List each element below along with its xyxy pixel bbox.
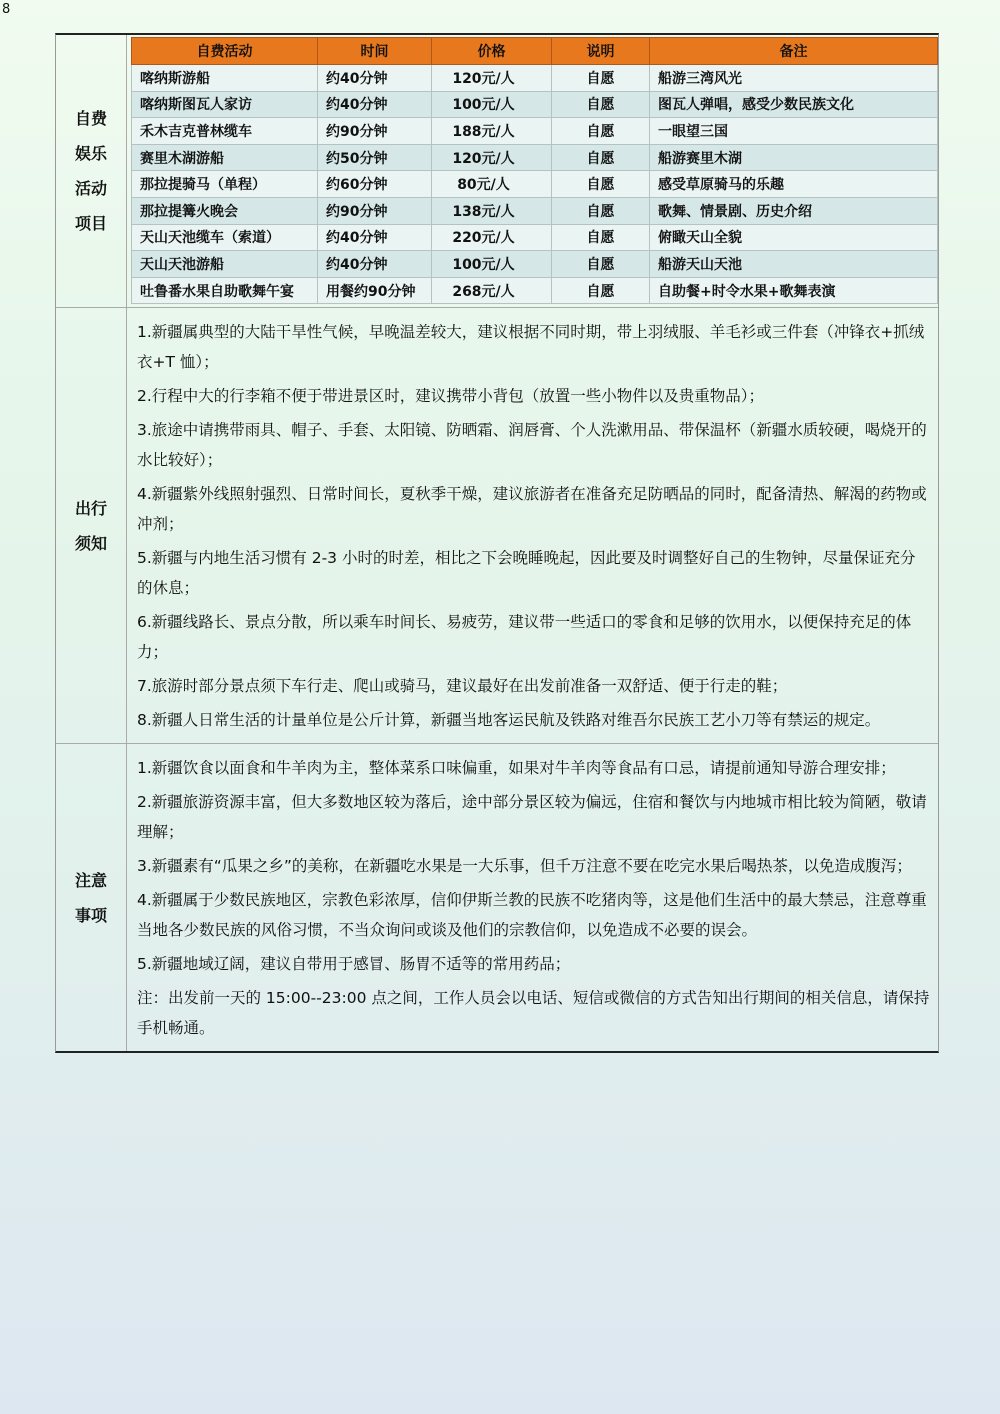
activity-time: 约60分钟 xyxy=(318,171,432,198)
activity-row xyxy=(132,171,938,198)
activity-name: 赛里木湖游船 xyxy=(132,144,318,171)
activity-remark: 船游三湾风光 xyxy=(650,65,938,92)
activity-time: 约40分钟 xyxy=(318,65,432,92)
activities-section xyxy=(56,35,938,308)
activity-row xyxy=(132,91,938,118)
itinerary-info-table xyxy=(55,33,939,1053)
label-line: 项目 xyxy=(74,214,107,233)
activities-section-label xyxy=(56,35,127,307)
header-time: 时间 xyxy=(318,38,432,65)
activity-remark: 图瓦人弹唱，感受少数民族文化 xyxy=(650,91,938,118)
activity-name: 那拉提骑马（单程） xyxy=(132,171,318,198)
activity-time: 约90分钟 xyxy=(318,197,432,224)
activity-note: 自愿 xyxy=(552,251,650,278)
note-item: 7.旅游时部分景点须下车行走、爬山或骑马，建议最好在出发前准备一双舒适、便于行走的鞋； xyxy=(137,677,788,695)
activity-note: 自愿 xyxy=(552,118,650,145)
label-line: 自费 xyxy=(74,109,107,128)
note-item: 4.新疆属于少数民族地区，宗教色彩浓厚，信仰伊斯兰教的民族不吃猪肉等，这是他们生活中的最大禁忌，注意尊重当地各少数民族的风俗习惯，不当众询问或谈及他们的宗教信仰，以免造成不必要的误会。 xyxy=(137,891,927,939)
activity-row xyxy=(132,65,938,92)
label-line: 事项 xyxy=(74,905,107,925)
activity-time: 约90分钟 xyxy=(318,118,432,145)
activity-remark: 感受草原骑马的乐趣 xyxy=(650,171,938,198)
activity-name: 吐鲁番水果自助歌舞午宴 xyxy=(132,277,318,304)
activity-time: 约40分钟 xyxy=(318,224,432,251)
activity-note: 自愿 xyxy=(552,91,650,118)
activity-remark: 一眼望三国 xyxy=(650,118,938,145)
activities-table-wrap xyxy=(127,35,938,307)
activity-row xyxy=(132,277,938,304)
note-item: 2.新疆旅游资源丰富，但大多数地区较为落后，途中部分景区较为偏远，住宿和餐饮与内地城市相比较为简陋，敬请理解； xyxy=(137,793,927,841)
activity-note: 自愿 xyxy=(552,65,650,92)
activity-price: 138元/人 xyxy=(432,197,552,224)
activity-row xyxy=(132,251,938,278)
activity-name: 那拉提篝火晚会 xyxy=(132,197,318,224)
note-item: 5.新疆地域辽阔，建议自带用于感冒、肠胃不适等的常用药品； xyxy=(137,955,571,973)
note-item: 1.新疆饮食以面食和牛羊肉为主，整体菜系口味偏重，如果对牛羊肉等食品有口忌，请提前通知导游合理安排； xyxy=(137,759,896,777)
activity-time: 约40分钟 xyxy=(318,251,432,278)
activity-price: 220元/人 xyxy=(432,224,552,251)
activity-remark: 自助餐+时令水果+歌舞表演 xyxy=(650,277,938,304)
activity-price: 120元/人 xyxy=(432,144,552,171)
activity-row xyxy=(132,197,938,224)
activity-note: 自愿 xyxy=(552,171,650,198)
activity-name: 天山天池游船 xyxy=(132,251,318,278)
label-line: 须知 xyxy=(74,533,107,553)
activity-price: 188元/人 xyxy=(432,118,552,145)
travel-notes-label xyxy=(56,308,127,743)
note-item: 2.行程中大的行李箱不便于带进景区时，建议携带小背包（放置一些小物件以及贵重物品）； xyxy=(137,387,765,405)
activity-remark: 船游赛里木湖 xyxy=(650,144,938,171)
label-line: 娱乐 xyxy=(74,144,107,163)
label-line: 活动 xyxy=(74,179,107,198)
activity-time: 约50分钟 xyxy=(318,144,432,171)
activity-time: 用餐约90分钟 xyxy=(318,277,432,304)
activity-note: 自愿 xyxy=(552,144,650,171)
activity-note: 自愿 xyxy=(552,277,650,304)
precautions-list xyxy=(127,744,938,1051)
activity-name: 喀纳斯图瓦人家访 xyxy=(132,91,318,118)
activity-price: 80元/人 xyxy=(432,171,552,198)
note-item: 3.新疆素有“瓜果之乡”的美称，在新疆吃水果是一大乐事，但千万注意不要在吃完水果后喝热茶，以免造成腹泻； xyxy=(137,857,912,875)
activity-price: 120元/人 xyxy=(432,65,552,92)
note-item: 3.旅途中请携带雨具、帽子、手套、太阳镜、防晒霜、润唇膏、个人洗漱用品、带保温杯（新疆水质较硬，喝烧开的水比较好）； xyxy=(137,421,927,469)
activity-note: 自愿 xyxy=(552,197,650,224)
page-number: 8 xyxy=(2,2,11,17)
travel-notes-section xyxy=(56,308,938,744)
activity-name: 禾木吉克普林缆车 xyxy=(132,118,318,145)
activity-row xyxy=(132,224,938,251)
label-line: 出行 xyxy=(74,498,107,518)
header-price: 价格 xyxy=(432,38,552,65)
activity-row xyxy=(132,118,938,145)
label-line: 注意 xyxy=(74,870,107,890)
activity-price: 100元/人 xyxy=(432,91,552,118)
activity-remark: 歌舞、情景剧、历史介绍 xyxy=(650,197,938,224)
activities-header-row xyxy=(132,38,938,65)
travel-notes-list xyxy=(127,308,938,743)
activity-name: 喀纳斯游船 xyxy=(132,65,318,92)
header-activity: 自费活动 xyxy=(132,38,318,65)
activity-price: 100元/人 xyxy=(432,251,552,278)
activity-remark: 俯瞰天山全貌 xyxy=(650,224,938,251)
header-note: 说明 xyxy=(552,38,650,65)
activities-table xyxy=(131,37,938,304)
activity-time: 约40分钟 xyxy=(318,91,432,118)
note-item: 6.新疆线路长、景点分散，所以乘车时间长、易疲劳，建议带一些适口的零食和足够的饮用水，以便保持充足的体力； xyxy=(137,613,912,661)
note-item: 4.新疆紫外线照射强烈、日常时间长，夏秋季干燥，建议旅游者在准备充足防晒品的同时，配备清热、解渴的药物或冲剂； xyxy=(137,485,927,533)
activity-note: 自愿 xyxy=(552,224,650,251)
activity-price: 268元/人 xyxy=(432,277,552,304)
note-item: 注：出发前一天的 15:00--23:00 点之间，工作人员会以电话、短信或微信的方式告知出行期间的相关信息，请保持手机畅通。 xyxy=(137,989,930,1037)
activity-remark: 船游天山天池 xyxy=(650,251,938,278)
activities-rows xyxy=(132,65,938,304)
precautions-section xyxy=(56,744,938,1051)
precautions-label xyxy=(56,744,127,1051)
activity-name: 天山天池缆车（索道） xyxy=(132,224,318,251)
activity-row xyxy=(132,144,938,171)
note-item: 1.新疆属典型的大陆干旱性气候，早晚温差较大，建议根据不同时期，带上羽绒服、羊毛衫或三件套（冲锋衣+抓绒衣+T 恤）； xyxy=(137,323,925,371)
note-item: 8.新疆人日常生活的计量单位是公斤计算，新疆当地客运民航及铁路对维吾尔民族工艺小刀等有禁运的规定。 xyxy=(137,711,881,729)
note-item: 5.新疆与内地生活习惯有 2-3 小时的时差，相比之下会晚睡晚起，因此要及时调整好自己的生物钟，尽量保证充分的休息； xyxy=(137,549,916,597)
header-remark: 备注 xyxy=(650,38,938,65)
